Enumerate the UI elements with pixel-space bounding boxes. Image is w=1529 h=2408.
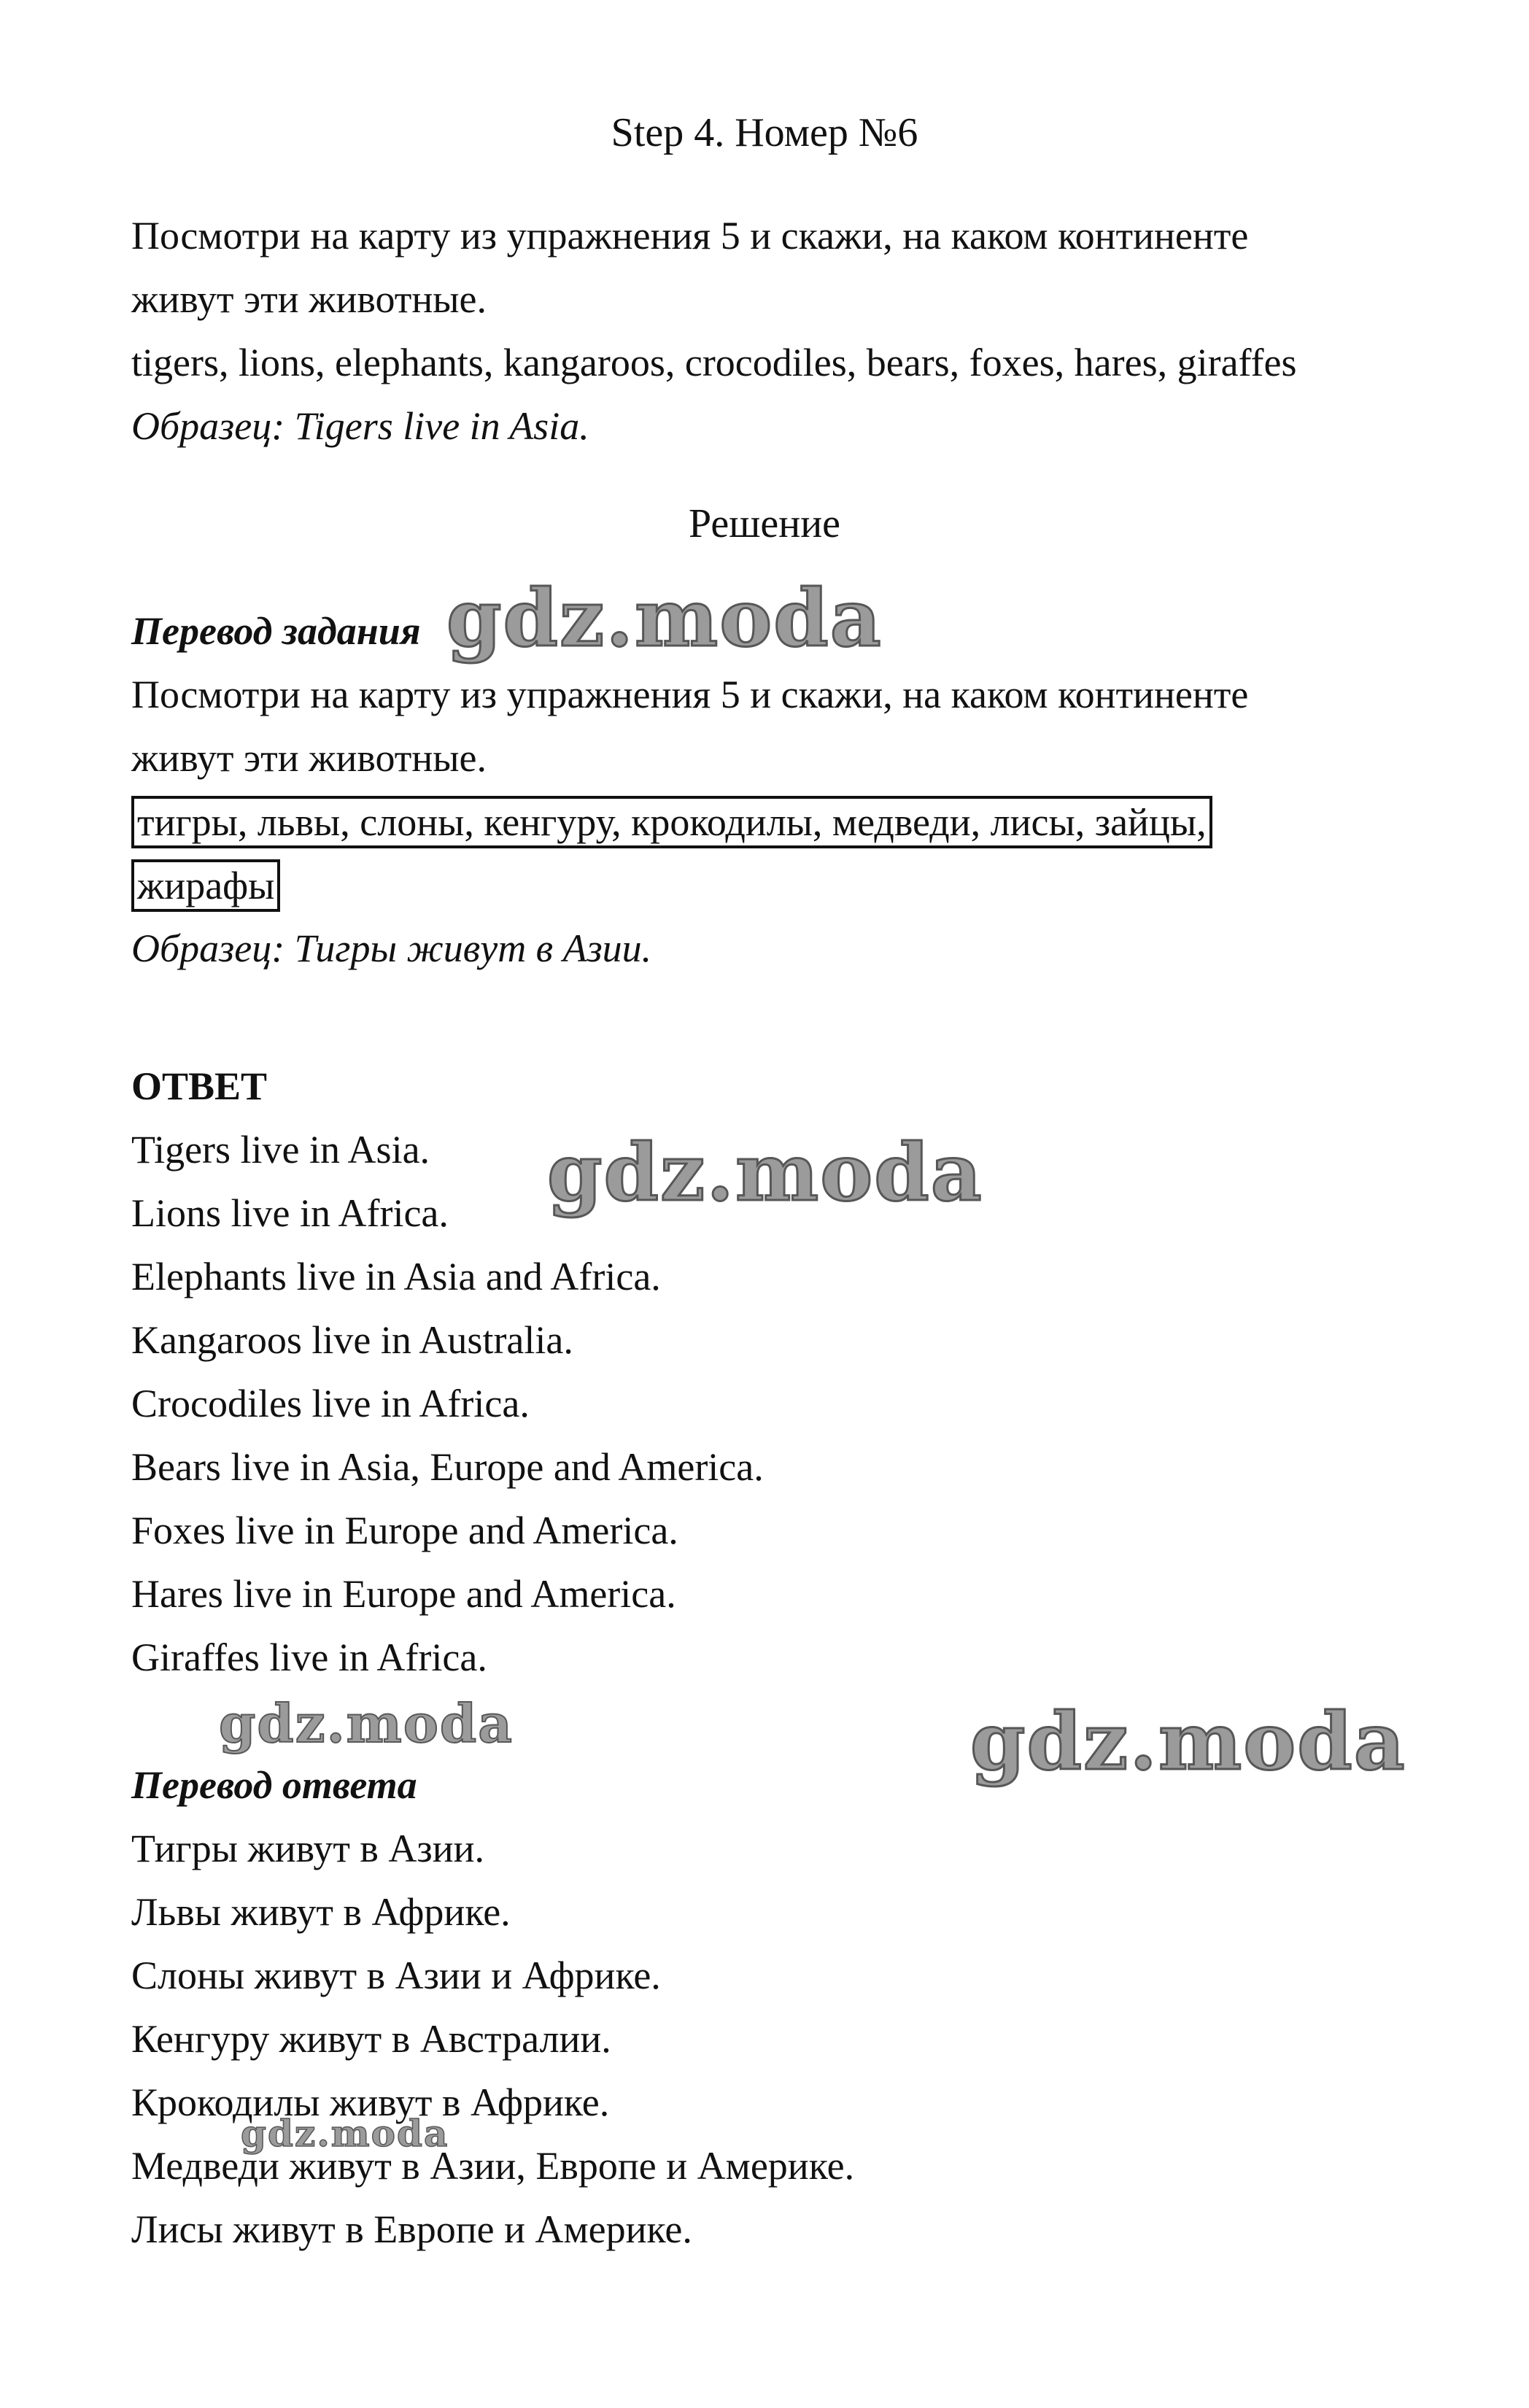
task-word-list: tigers, lions, elephants, kangaroos, crocodiles, bears, foxes, hares, giraffes [131,341,1297,384]
task-instruction-line-2: живут эти животные. [131,277,487,321]
answer-translation-line: Львы живут в Африке. [131,1890,511,1934]
translation-boxed-row-1 [131,790,1248,853]
answer-line: Crocodiles live in Africa. [131,1382,530,1425]
answer-line: Bears live in Asia, Europe and America. [131,1445,764,1489]
task-sample: Образец: Tigers live in Asia. [131,404,589,448]
answer-line: Tigers live in Asia. [131,1128,430,1172]
answer-line: Foxes live in Europe and America. [131,1509,678,1552]
translation-boxed-line-2: жирафы [131,859,280,912]
watermark-logo: gdz.moda [547,1127,983,1219]
translation-heading: Перевод задания [131,609,421,653]
task-block [131,204,1297,458]
answer-translation-line: Лисы живут в Европе и Америке. [131,2207,692,2251]
answer-line: Kangaroos live in Australia. [131,1318,573,1362]
translation-line-1: Посмотри на карту из упражнения 5 и скажи, на каком континенте [131,673,1249,716]
translation-boxed-row-2 [131,853,1248,917]
answer-heading: ОТВЕТ [131,1064,268,1108]
translation-boxed-line-1: тигры, львы, слоны, кенгуру, крокодилы, медведи, лисы, зайцы, [131,796,1212,848]
answer-translation-line: Крокодилы живут в Африке. [131,2080,610,2124]
answer-line: Giraffes live in Africa. [131,1635,487,1679]
page-title: Step 4. Номер №6 [611,110,918,155]
answer-translation-line: Слоны живут в Азии и Африке. [131,1954,661,1997]
answer-translation-line: Кенгуру живут в Австралии. [131,2017,611,2061]
answer-translation-heading: Перевод ответа [131,1763,417,1807]
watermark-logo: gdz.moda [970,1696,1406,1788]
answer-line: Elephants live in Asia and Africa. [131,1255,661,1298]
watermark-logo: gdz.moda [241,2112,449,2155]
answer-line: Hares live in Europe and America. [131,1572,676,1616]
translation-line-2: живут эти животные. [131,736,487,780]
answer-translation-line: Тигры живут в Азии. [131,1827,485,1870]
task-instruction-line-1: Посмотри на карту из упражнения 5 и скажи, на каком континенте [131,214,1249,258]
answer-translation-block [131,1754,854,2261]
watermark-logo: gdz.moda [219,1692,514,1754]
translation-sample: Образец: Тигры живут в Азии. [131,926,652,970]
watermark-logo: gdz.moda [446,573,883,665]
solution-heading: Решение [688,501,841,546]
answer-translation-line: Медведи живут в Азии, Европе и Америке. [131,2144,855,2188]
answer-line: Lions live in Africa. [131,1191,449,1235]
